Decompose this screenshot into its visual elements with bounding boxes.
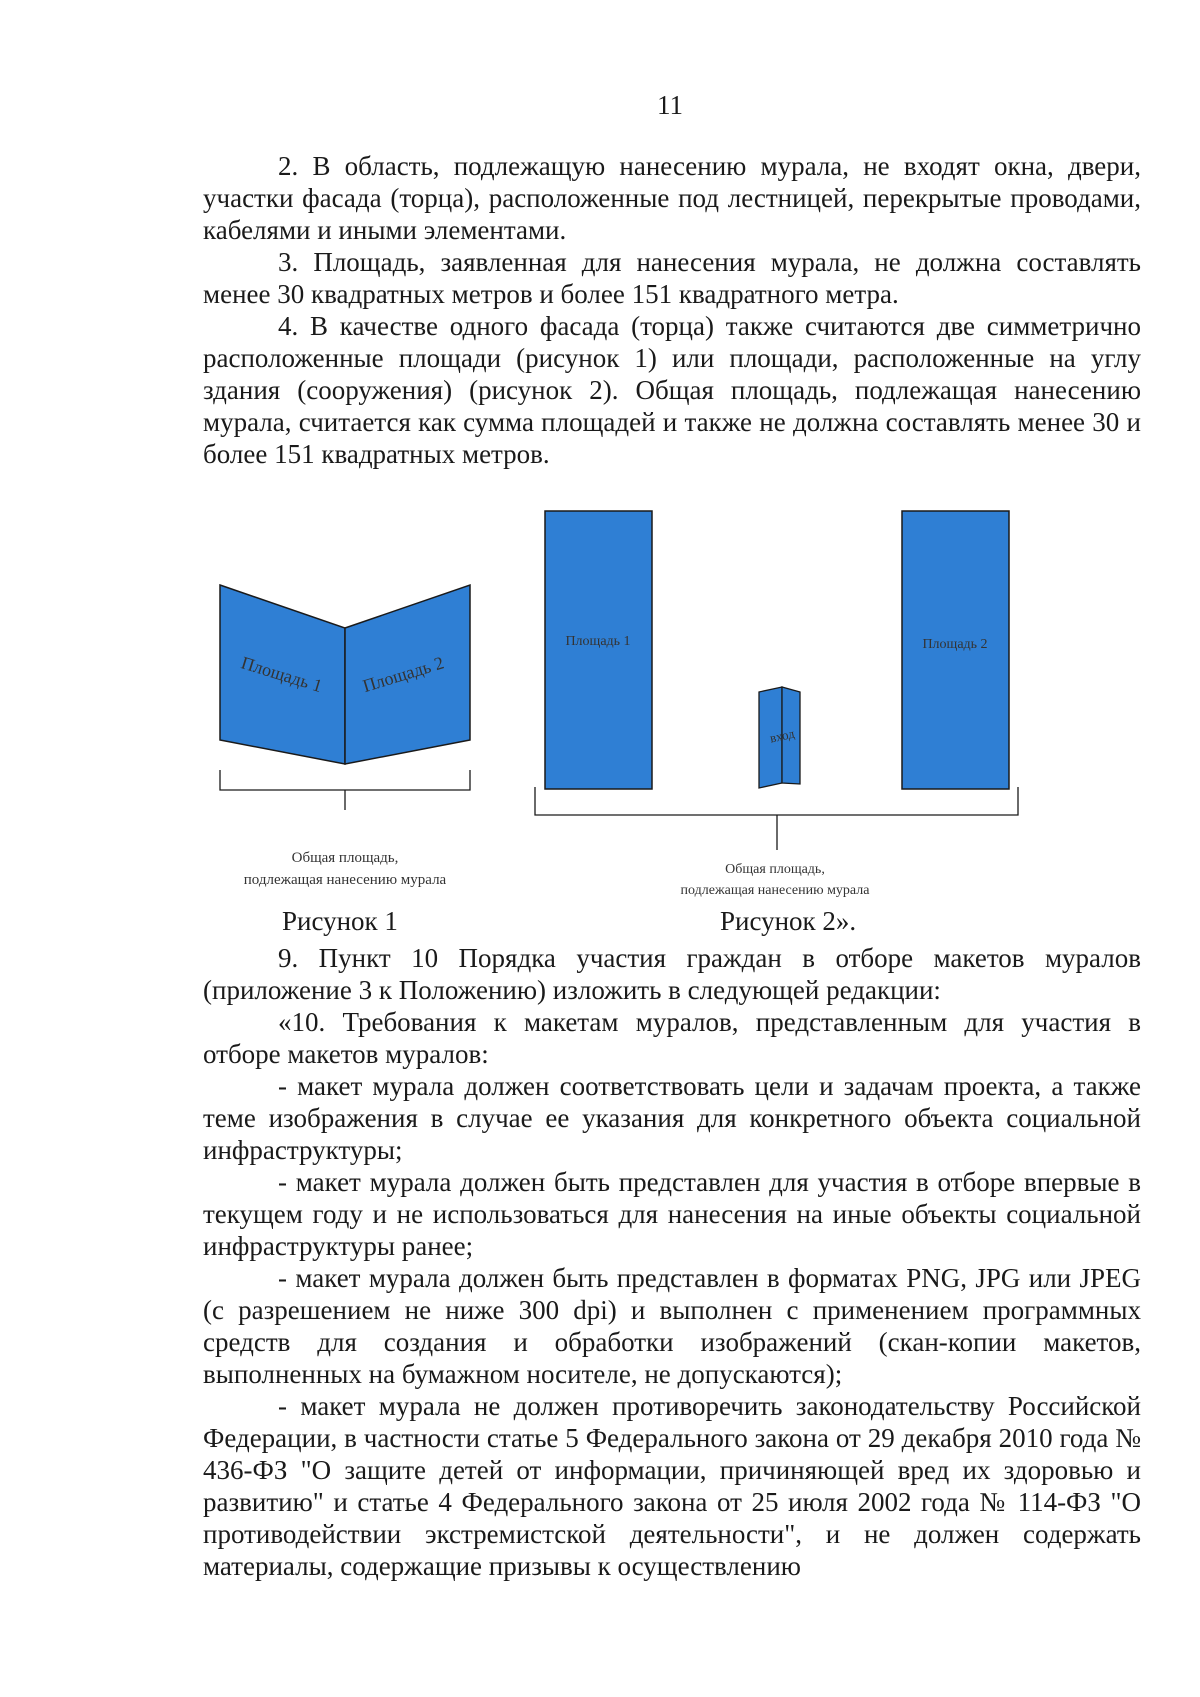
figure-1-diagram <box>200 565 490 895</box>
figure-1-area-1-label: Площадь 1 <box>238 652 325 697</box>
figure-1-brace <box>220 770 470 810</box>
paragraph-9: 9. Пункт 10 Порядка участия граждан в отборе макетов муралов (приложение 3 к Положению) изложить в следующей редакции: <box>203 943 1141 1005</box>
figure-1-caption: Рисунок 1 <box>282 906 398 936</box>
requirement-4: - макет мурала не должен противоречить законодательству Российской Федерации, в частности статье 5 Федерального закона от 29 декабря 2010 года № 436-ФЗ "О защите детей от информации, причиняющей вред их здоровью и развитию" и статье 4 Федерального закона от 25 июля 2002 года № 114-ФЗ "О противодействии экстремистской деятельности", и не должен содержать материалы, содержащие призывы к осуществлению <box>203 1391 1141 1581</box>
figure-2-area-1 <box>545 511 652 789</box>
figure-2-note-line-2: подлежащая нанесению мурала <box>680 883 870 898</box>
requirement-3: - макет мурала должен быть представлен в форматах PNG, JPG или JPEG (с разрешением не ниже 300 dpi) и выполнен с применением программных средств для создания и обработки изображений (скан-копии макетов, выполненных на бумажном носителе, не допускаются); <box>203 1263 1141 1389</box>
figure-1-note-line-1: Общая площадь, <box>291 850 399 866</box>
page-number: 11 <box>657 90 683 120</box>
paragraph-4: 4. В качестве одного фасада (торца) также считаются две симметрично расположенные площади (рисунок 1) или площади, расположенные на углу здания (сооружения) (рисунок 2). Общая площадь, подлежащая нанесению мурала, считается как сумма площадей и также не должна составлять менее 30 и более 151 квадратных метров. <box>203 311 1141 469</box>
figure-2-entrance-label: вход <box>768 725 796 746</box>
figure-2-note-line-1: Общая площадь, <box>725 862 825 877</box>
figure-2-area-2-label: Площадь 2 <box>922 637 988 652</box>
requirement-2: - макет мурала должен быть представлен для участия в отборе впервые в текущем году и не использоваться для нанесения на иные объекты социальной инфраструктуры ранее; <box>203 1167 1141 1261</box>
paragraph-3: 3. Площадь, заявленная для нанесения мурала, не должна составлять менее 30 квадратных метров и более 151 квадратного метра. <box>203 247 1141 309</box>
figure-2-diagram <box>530 500 1050 900</box>
requirement-1: - макет мурала должен соответствовать цели и задачам проекта, а также теме изображения в случае ее указания для конкретного объекта социальной инфраструктуры; <box>203 1071 1141 1165</box>
paragraph-2: 2. В область, подлежащую нанесению мурала, не входят окна, двери, участки фасада (торца), расположенные под лестницей, перекрытые проводами, кабелями и иными элементами. <box>203 151 1141 245</box>
figure-2-caption: Рисунок 2». <box>720 906 857 936</box>
figure-2-brace <box>535 787 1018 850</box>
figure-2-area-1-label: Площадь 1 <box>565 634 631 649</box>
paragraph-10: «10. Требования к макетам муралов, представленным для участия в отборе макетов муралов: <box>203 1007 1141 1069</box>
figure-1-note-line-2: подлежащая нанесению мурала <box>243 872 447 888</box>
figure-1-area-2-label: Площадь 2 <box>360 652 447 697</box>
